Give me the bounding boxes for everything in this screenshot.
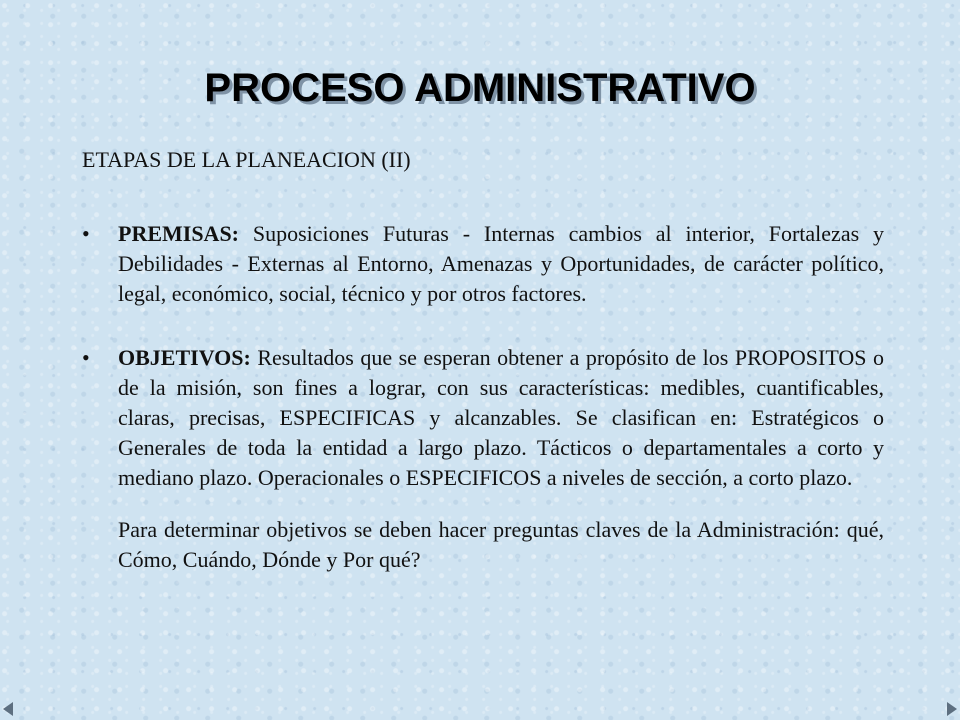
- slide-subtitle: ETAPAS DE LA PLANEACION (II): [82, 147, 411, 172]
- slide-content: [82, 219, 884, 575]
- previous-slide-icon[interactable]: [3, 702, 13, 716]
- bullet-text: Suposiciones Futuras - Internas cambios al interior, Fortalezas y Debilidades - Externas al Entorno, Amenazas y Oportunidades, de carácter político, legal, económico, social, técnico y por otros factores.: [118, 221, 884, 306]
- bullet-dot-icon: •: [82, 221, 90, 246]
- bullet-text: Resultados que se esperan obtener a propósito de los PROPOSITOS o de la misión, son fines a lograr, con sus características: medibles, cuantificables, claras, precisas, ESPECIFICAS y alcanzables. Se clasifican en: Estratégicos o Generales de toda la entidad a largo plazo. Tácticos o departamentales a corto y mediano plazo. Operacionales o ESPECIFICOS a niveles de sección, a corto plazo.: [118, 345, 884, 490]
- bullet-term: OBJETIVOS:: [118, 345, 251, 370]
- objectives-paragraph: Para determinar objetivos se deben hacer preguntas claves de la Administración: qué, Cómo, Cuándo, Dónde y Por qué?: [118, 517, 884, 572]
- bullet-objetivos: [82, 343, 884, 493]
- next-slide-icon[interactable]: [947, 702, 957, 716]
- bullet-term: PREMISAS:: [118, 221, 240, 246]
- slide-title: PROCESO ADMINISTRATIVO: [204, 66, 756, 110]
- bullet-dot-icon: •: [82, 345, 90, 370]
- bullet-premisas: [82, 219, 884, 309]
